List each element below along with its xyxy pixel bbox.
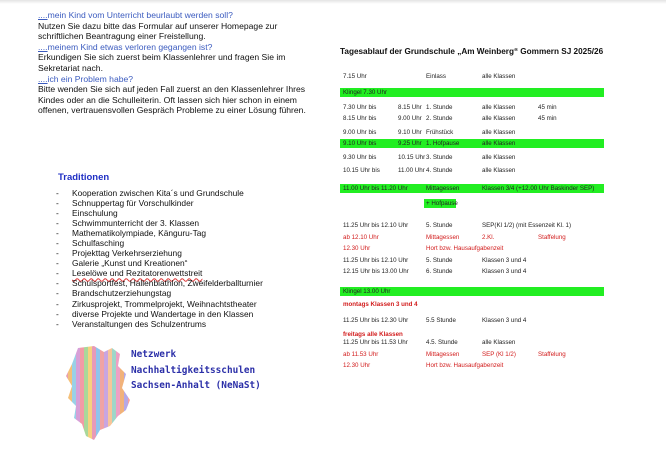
schedule-cell-c3: Mittagessen (426, 351, 460, 358)
schedule-cell-c2: 11.00 Uhr (398, 167, 425, 174)
schedule-row (340, 256, 660, 265)
schedule-cell-c3: 5. Stunde (426, 257, 453, 264)
logo-line: Netzwerk (131, 349, 177, 360)
traditionen-heading: Traditionen (58, 172, 110, 183)
schedule-cell-c1: 10.15 Uhr bis (343, 167, 380, 174)
list-item: - Leselöwe und Rezitatorenwettstreit (56, 268, 263, 278)
schedule-cell-c1: ab 12.10 Uhr (343, 234, 379, 241)
list-item: - Veranstaltungen des Schulzentrums (56, 319, 263, 329)
faq-question: ....mein Kind vom Unterricht beurlaubt werden soll? (38, 10, 233, 20)
faq-question: ....ich ein Problem habe? (38, 73, 134, 84)
schedule-cell-c3: Einlass (426, 73, 446, 80)
schedule-cell-c3: 3. Stunde (426, 154, 453, 161)
schedule-row (340, 287, 660, 296)
schedule-cell-c1: freitags alle Klassen (343, 331, 403, 338)
schedule-row (340, 316, 660, 325)
schedule-cell-c3: Mittagessen (426, 185, 460, 192)
schedule-row (340, 128, 660, 137)
schedule-title: Tagesablauf der Grundschule „Am Weinberg“ Gommern SJ 2025/26 (340, 47, 604, 56)
schedule-cell-c4: alle Klassen (482, 154, 516, 161)
schedule-cell-c5: 45 min (538, 115, 557, 122)
schedule-cell-c1: 9.30 Uhr bis (343, 154, 377, 161)
list-item: - Brandschutzerziehungstag (56, 288, 263, 298)
schedule-cell-c5: Staffelung (538, 351, 566, 358)
list-item: - Schulfasching (56, 238, 263, 248)
schedule-row (340, 361, 660, 370)
schedule-row (340, 103, 660, 112)
schedule-row (340, 88, 660, 97)
schedule-cell-c4: alle Klassen (482, 339, 516, 346)
schedule-cell-c3: + Hofpause (426, 200, 458, 207)
schedule-row (340, 166, 660, 175)
schedule-cell-c4: alle Klassen (482, 129, 516, 136)
schedule-row (340, 199, 660, 208)
schedule-row (340, 72, 660, 81)
schedule-cell-c1: 11.25 Uhr bis 12.10 Uhr (343, 222, 409, 229)
schedule-row (340, 114, 660, 123)
schedule-cell-c1: montags Klassen 3 und 4 (343, 301, 418, 308)
schedule-cell-c3: Hort bzw. Hausaufgabenzeit (426, 245, 504, 252)
list-item: - Zirkusprojekt, Trommelprojekt, Weihnachtstheater (56, 299, 263, 309)
schedule-row (340, 184, 660, 193)
schedule-cell-c1: 11.25 Uhr bis 12.30 Uhr (343, 317, 409, 324)
traditionen-list (56, 188, 263, 329)
schedule-cell-c2: 8.15 Uhr (398, 104, 422, 111)
schedule-cell-c4: alle Klassen (482, 104, 516, 111)
schedule-cell-c4: alle Klassen (482, 115, 516, 122)
schedule-row (340, 139, 660, 148)
schedule-cell-c1: 8.15 Uhr bis (343, 115, 377, 122)
schedule-cell-c2: 9.10 Uhr (398, 129, 422, 136)
schedule-cell-c1: 12.30 Uhr (343, 362, 371, 369)
schedule-cell-c1: Klingel 13.00 Uhr (343, 288, 391, 295)
page-top-edge (0, 0, 666, 4)
schedule-row (340, 350, 660, 359)
faq-answer: Erkundigen Sie sich zuerst beim Klassenlehrer und fragen Sie im Sekretariat nach. (38, 52, 286, 73)
schedule-cell-c4: alle Klassen (482, 73, 516, 80)
logo-line: Nachhaltigkeitsschulen (131, 364, 256, 376)
schedule-row (340, 267, 660, 276)
schedule-cell-c4: SEP(Kl 1/2) (mit Essenzeit Kl. 1) (482, 222, 572, 229)
schedule-cell-c1: Klingel 7.30 Uhr (343, 89, 388, 96)
schedule-row (340, 300, 660, 309)
schedule-row (340, 221, 660, 230)
list-item: - Schnuppertag für Vorschulkinder (56, 198, 263, 208)
schedule-cell-c4: Klassen 3/4 (+12.00 Uhr Baskinder SEP) (482, 185, 595, 192)
schedule-cell-c3: 1. Hofpause (426, 140, 460, 147)
schedule-cell-c5: 45 min (538, 104, 557, 111)
logo-line: Sachsen-Anhalt (NeNaSt) (131, 380, 261, 391)
schedule-cell-c3: 6. Stunde (426, 268, 453, 275)
schedule-cell-c3: 1. Stunde (426, 104, 453, 111)
schedule-row (340, 233, 660, 242)
schedule-cell-c1: 12.30 Uhr (343, 245, 371, 252)
faq-item (38, 42, 308, 74)
schedule-cell-c5: Staffelung (538, 234, 566, 241)
list-item: - Schulsportfest, Hallenbiathlon, Zweifelderballturnier (56, 278, 263, 288)
list-item: - Projekttag Verkehrserziehung (56, 248, 263, 258)
schedule-cell-c2: 10.15 Uhr (398, 154, 426, 161)
list-item: - Schwimmunterricht der 3. Klassen (56, 218, 263, 228)
schedule-cell-c4: Klassen 3 und 4 (482, 257, 527, 264)
faq-item (38, 10, 308, 42)
schedule-cell-c1: 12.15 Uhr bis 13.00 Uhr (343, 268, 409, 275)
list-item: - diverse Projekte und Wandertage in den Klassen (56, 309, 263, 319)
schedule-cell-c1: 7.15 Uhr (343, 73, 367, 80)
schedule-cell-c4: Klassen 3 und 4 (482, 317, 527, 324)
schedule-cell-c1: 11.00 Uhr bis 11.20 Uhr (343, 185, 408, 192)
schedule-cell-c3: 2. Stunde (426, 115, 453, 122)
schedule-row (340, 338, 660, 347)
schedule-cell-c1: 9.10 Uhr bis (343, 140, 377, 147)
faq-answer: Nutzen Sie dazu bitte das Formular auf unserer Homepage zur schriftlichen Beantragung einer Freistellung. (38, 20, 278, 42)
schedule-cell-c4: SEP (Kl 1/2) (482, 351, 516, 358)
list-item: - Einschulung (56, 208, 263, 218)
schedule-cell-c1: 7.30 Uhr bis (343, 104, 377, 111)
list-item: - Kooperation zwischen Kita´s und Grundschule (56, 188, 263, 198)
schedule-cell-c4: alle Klassen (482, 140, 516, 147)
schedule-cell-c3: Frühstück (426, 129, 454, 136)
list-item: - Galerie „Kunst und Kreationen“ (56, 258, 263, 268)
schedule-cell-c1: ab 11.53 Uhr (343, 351, 379, 358)
schedule-cell-c3: 5. Stunde (426, 222, 453, 229)
faq-item (38, 74, 308, 116)
schedule-row (340, 153, 660, 162)
schedule-cell-c1: 11.25 Uhr bis 11.53 Uhr (343, 339, 408, 346)
schedule-cell-c3: Hort bzw. Hausaufgabenzeit (426, 362, 504, 369)
faq-question: ....meinem Kind etwas verloren gegangen ist? (38, 41, 213, 52)
schedule-row (340, 244, 660, 253)
schedule-cell-c4: 2.Kl. (482, 234, 495, 241)
schedule-cell-c3: Mittagessen (426, 234, 460, 241)
schedule-cell-c4: Klassen 3 und 4 (482, 268, 527, 275)
schedule-cell-c4: alle Klassen (482, 167, 516, 174)
schedule-cell-c2: 9.00 Uhr (398, 115, 422, 122)
faq-section (38, 10, 308, 116)
schedule-cell-c2: 9.25 Uhr (398, 140, 422, 147)
schedule-cell-c1: 11.25 Uhr bis 12.10 Uhr (343, 257, 409, 264)
schedule-cell-c3: 4.5. Stunde (426, 339, 458, 346)
faq-answer: Bitte wenden Sie sich auf jeden Fall zuerst an den Klassenlehrer Ihres Kindes oder an die Schulleiterin. Oft lassen sich hier schon in einem offenen, vertrauensvollen Gespräch Probleme zu einer Lösung führen. (38, 84, 306, 116)
schedule-cell-c1: 9.00 Uhr bis (343, 129, 377, 136)
schedule-cell-c3: 5.5 Stunde (426, 317, 456, 324)
logo-text (131, 347, 261, 394)
list-item: - Mathematikolympiade, Känguru-Tag (56, 228, 263, 238)
schedule-cell-c3: 4. Stunde (426, 167, 453, 174)
